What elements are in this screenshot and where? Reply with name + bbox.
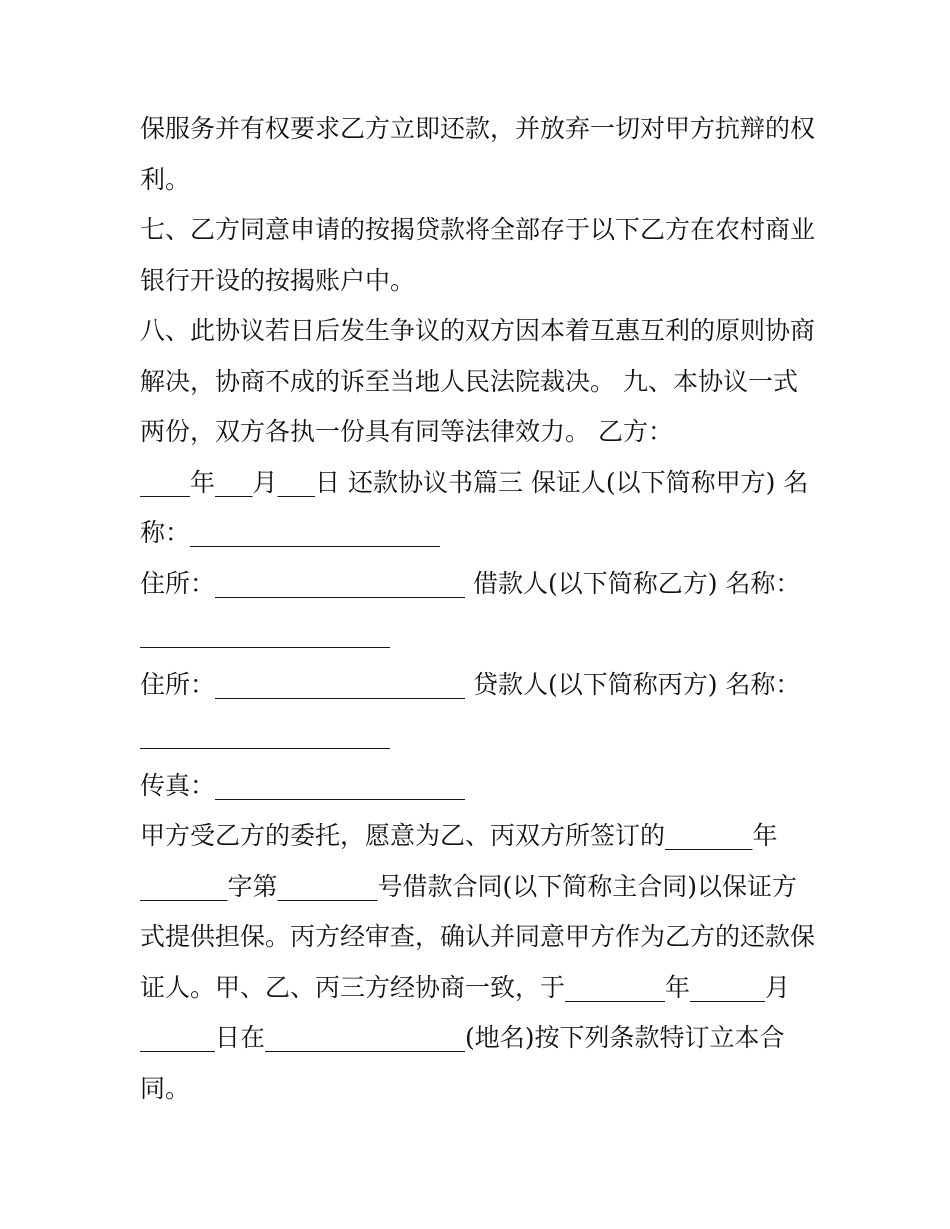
- text-line-19: ______日在________________(地名)按下列条款特订立本合: [140, 1023, 785, 1052]
- document-body: [140, 104, 820, 1114]
- text-line-17: 式提供担保。丙方经审查，确认并同意甲方作为乙方的还款保: [140, 922, 816, 951]
- text-line-3: 七、乙方同意申请的按揭贷款将全部存于以下乙方在农村商业: [140, 215, 816, 244]
- text-line-10: 住所：____________________ 借款人(以下简称乙方) 名称：: [140, 568, 801, 598]
- text-line-7: 两份，双方各执一份具有同等法律效力。 乙方：: [140, 417, 673, 446]
- text-line-14: 传真：____________________: [140, 770, 466, 800]
- text-line-15: 甲方受乙方的委托，愿意为乙、丙双方所签订的_______年: [140, 821, 778, 850]
- text-line-13: ____________________: [140, 720, 390, 749]
- text-line-9: 称：____________________: [140, 518, 441, 547]
- text-line-5: 八、此协议若日后发生争议的双方因本着互惠互利的原则协商: [140, 316, 816, 345]
- text-line-20: 同。: [140, 1073, 191, 1103]
- text-line-1: 保服务并有权要求乙方立即还款，并放弃一切对甲方抗辩的权: [140, 114, 816, 143]
- text-line-6: 解决，协商不成的诉至当地人民法院裁决。 九、本协议一式: [140, 366, 798, 396]
- text-line-18: 证人。甲、乙、丙三方经协商一致，于________年______月: [140, 972, 791, 1002]
- text-line-8: ____年___月___日 还款协议书篇三 保证人(以下简称甲方) 名: [140, 467, 809, 497]
- text-line-12: 住所：____________________ 贷款人(以下简称丙方) 名称：: [140, 669, 801, 699]
- text-line-2: 利。: [140, 164, 191, 194]
- text-line-4: 银行开设的按揭账户中。: [140, 265, 416, 295]
- text-line-11: ____________________: [140, 619, 390, 648]
- text-line-16: _______字第________号借款合同(以下简称主合同)以保证方: [140, 871, 798, 901]
